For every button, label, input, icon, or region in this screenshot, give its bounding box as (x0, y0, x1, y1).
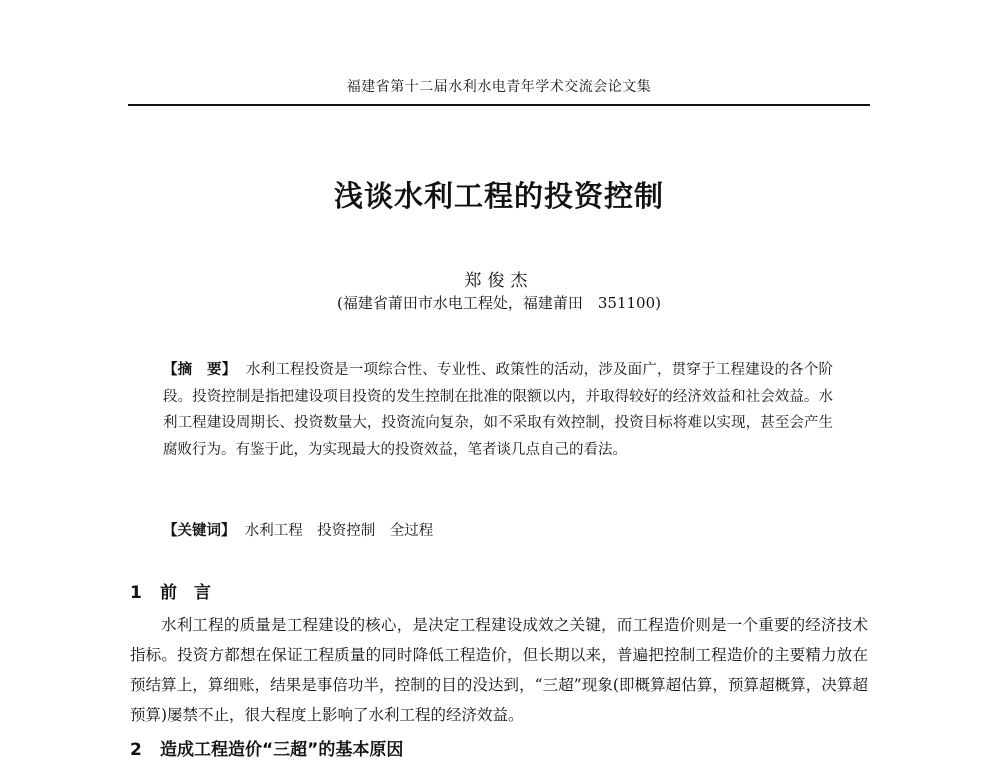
section-title: 造成工程造价“三超”的基本原因 (160, 740, 404, 760)
section-title: 前 言 (160, 583, 211, 603)
running-header: 福建省第十二届水利水电青年学术交流会论文集 (346, 79, 652, 95)
keywords-text: 水利工程 投资控制 全过程 (244, 523, 434, 539)
section-heading-2 (130, 735, 403, 760)
section-1-paragraph: 水利工程的质量是工程建设的核心，是决定工程建设成效之关键，而工程造价则是一个重要的经济技术指标。投资方都想在保证工程质量的同时降低工程造价，但长期以来，普遍把控制工程造价的主要精力放在预结算上，算细账，结果是事倍功半，控制的目的没达到，“三超”现象(即概算超估算，预算超概算，决算超预算)屡禁不止，很大程度上影响了水利工程的经济效益。 (130, 616, 868, 724)
author-affiliation: (福建省莆田市水电工程处，福建莆田 351100) (337, 294, 661, 312)
author-name: 郑俊杰 (464, 271, 534, 291)
abstract-text: 水利工程投资是一项综合性、专业性、政策性的活动，涉及面广，贯穿于工程建设的各个阶段。投资控制是指把建设项目投资的发生控制在批准的限额以内，并取得较好的经济效益和社会效益。水利工程建设周期长、投资数量大，投资流向复杂，如不采取有效控制，投资目标将难以实现，甚至会产生腐败行为。有鉴于此，为实现最大的投资效益，笔者谈几点自己的看法。 (163, 362, 834, 458)
abstract (163, 357, 833, 463)
abstract-label: 【摘 要】 (163, 362, 237, 378)
keywords (163, 518, 833, 544)
section-number: 2 (130, 740, 142, 760)
keywords-label: 【关键词】 (163, 523, 236, 539)
header-rule (128, 104, 870, 106)
section-heading-1 (130, 578, 211, 603)
section-number: 1 (130, 583, 142, 603)
paper-title: 浅谈水利工程的投资控制 (333, 179, 664, 213)
